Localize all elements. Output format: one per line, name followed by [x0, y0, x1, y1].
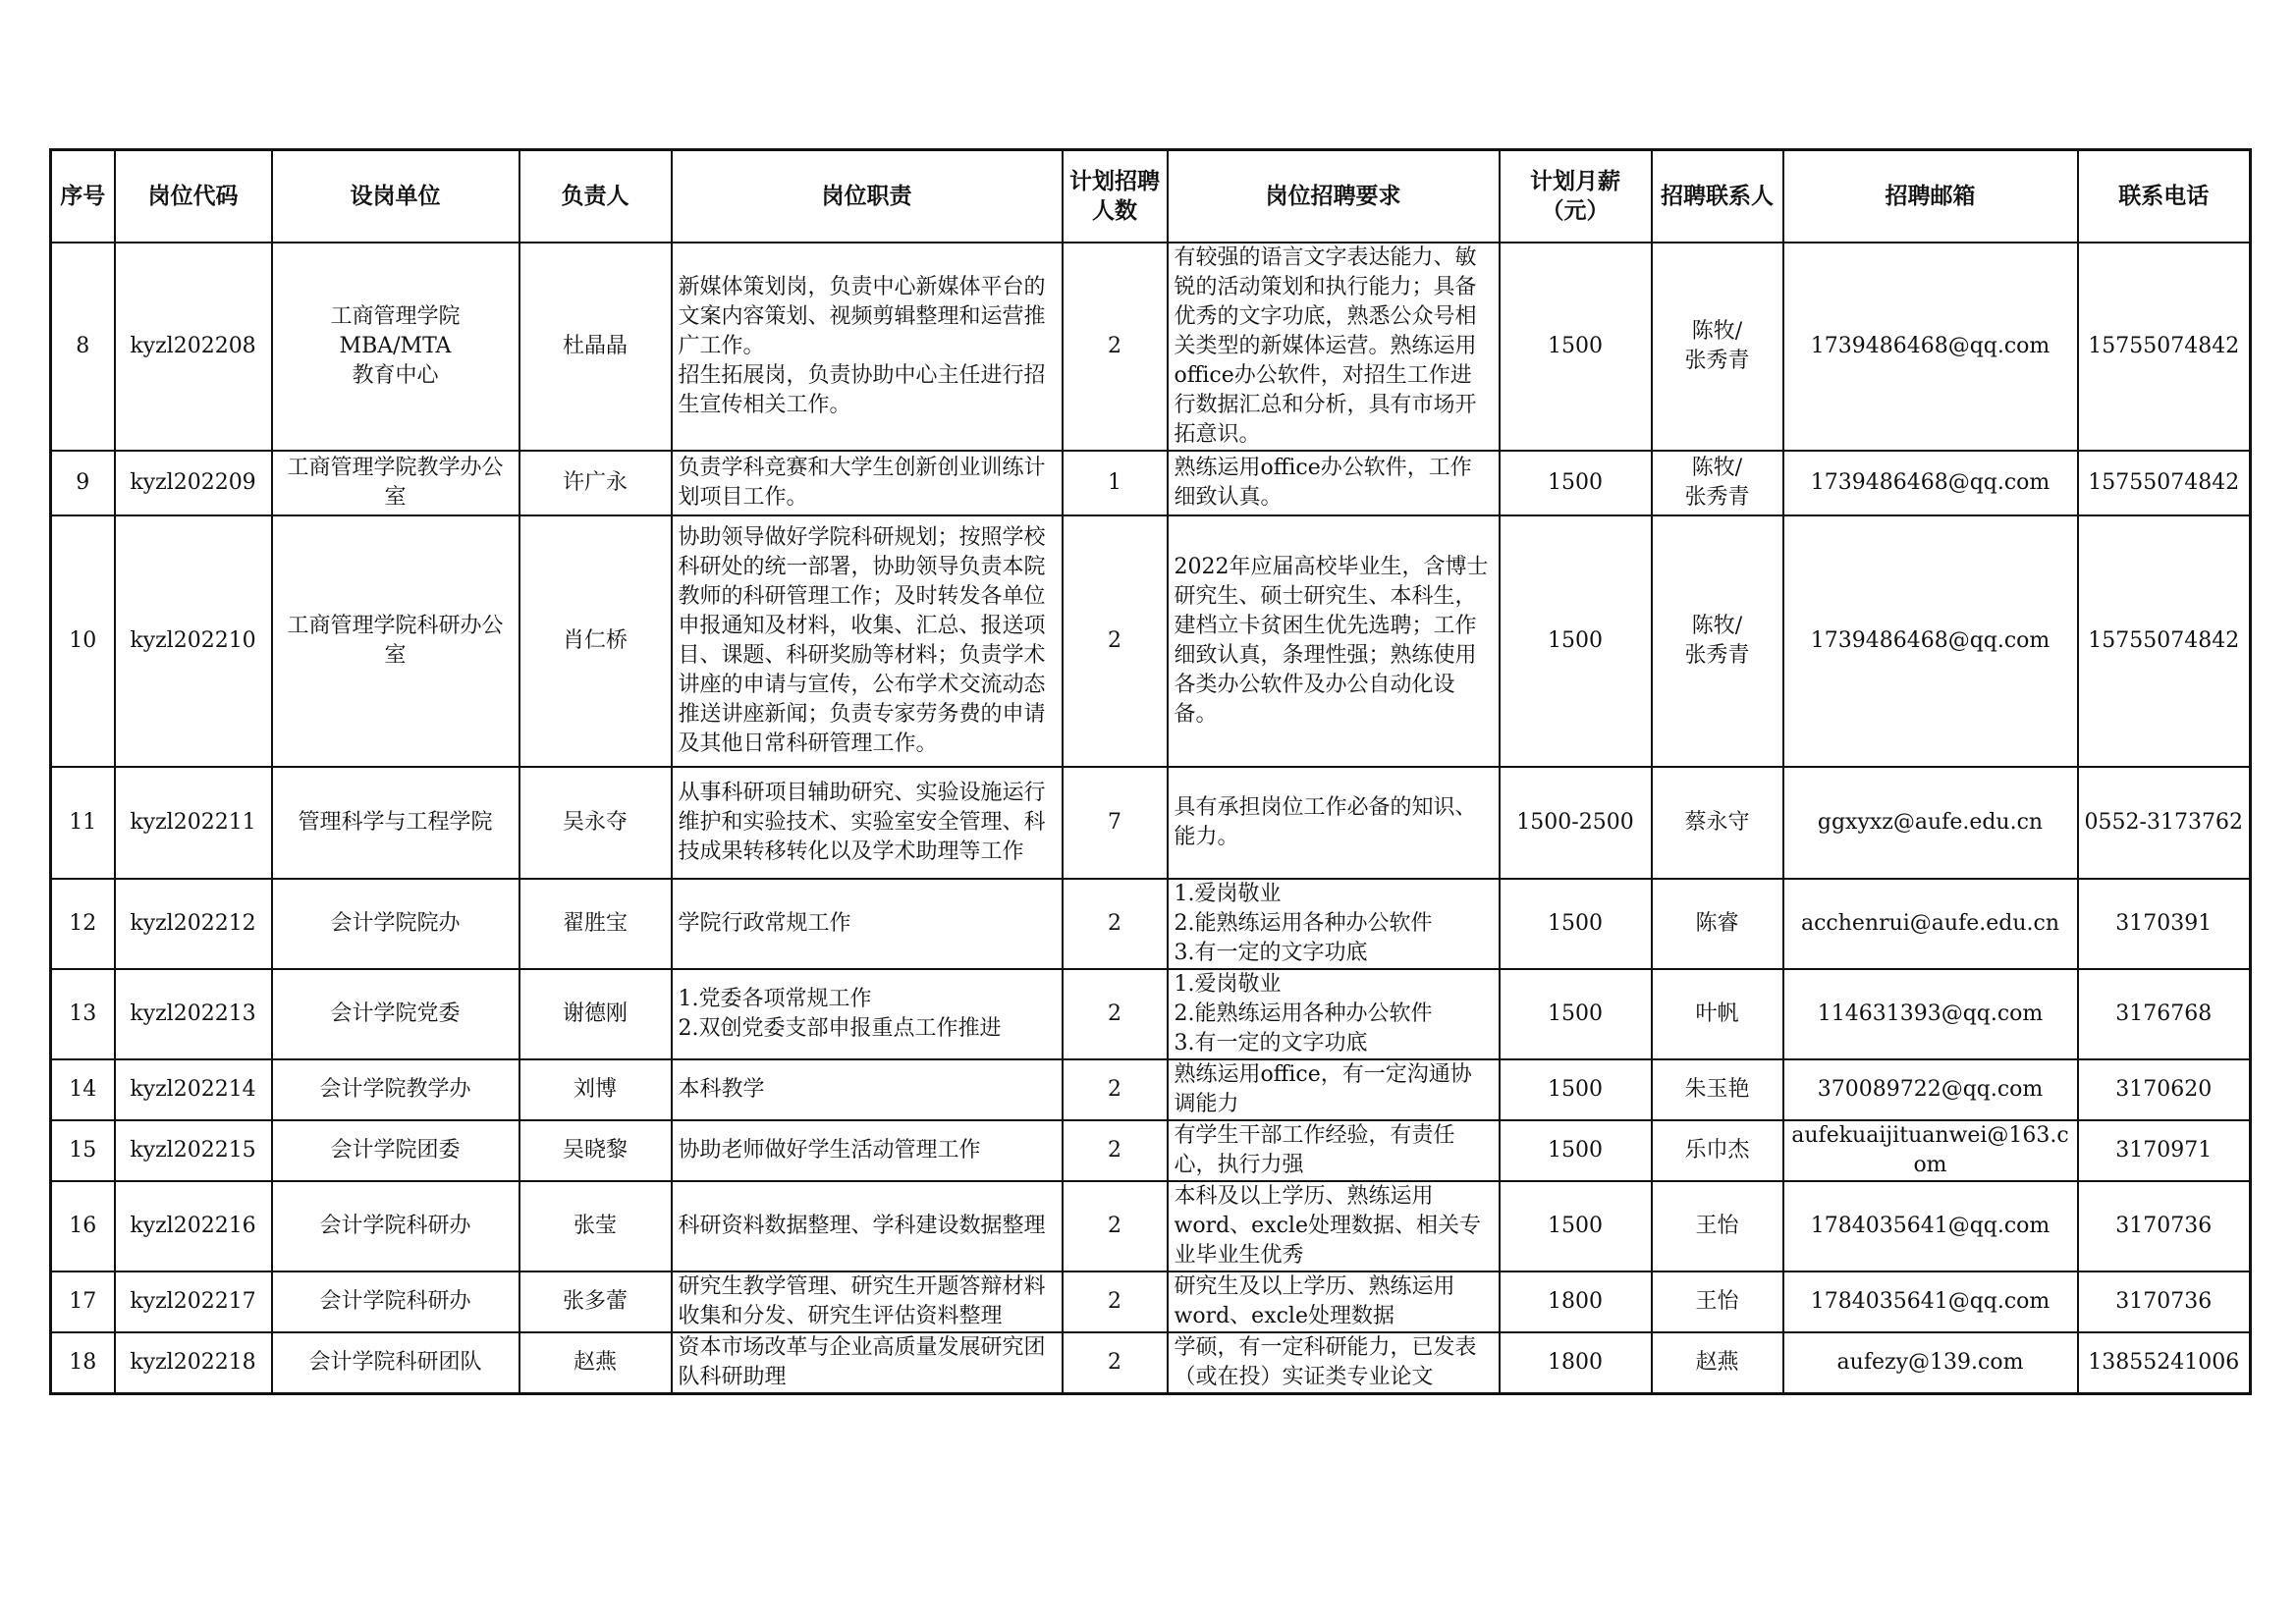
- cell-leader: 张莹: [519, 1181, 672, 1271]
- header-leader: 负责人: [519, 150, 672, 243]
- table-row: [51, 1059, 2251, 1120]
- cell-no: 8: [51, 243, 115, 451]
- cell-contact: 王怡: [1652, 1271, 1783, 1332]
- cell-leader: 吴晓黎: [519, 1120, 672, 1181]
- cell-no: 12: [51, 879, 115, 969]
- cell-code: kyzl202216: [115, 1181, 272, 1271]
- cell-leader: 翟胜宝: [519, 879, 672, 969]
- cell-unit: 会计学院科研办: [272, 1181, 519, 1271]
- header-email: 招聘邮箱: [1783, 150, 2078, 243]
- cell-salary: 1500-2500: [1500, 767, 1652, 879]
- cell-contact: 乐巾杰: [1652, 1120, 1783, 1181]
- cell-contact: 王怡: [1652, 1181, 1783, 1271]
- cell-count: 2: [1063, 515, 1168, 767]
- cell-requirement: 具有承担岗位工作必备的知识、能力。: [1168, 767, 1500, 879]
- cell-phone: 3170736: [2078, 1271, 2251, 1332]
- cell-unit: 会计学院教学办: [272, 1059, 519, 1120]
- cell-email: 1739486468@qq.com: [1783, 243, 2078, 451]
- header-duty: 岗位职责: [672, 150, 1063, 243]
- cell-email: 1784035641@qq.com: [1783, 1271, 2078, 1332]
- cell-phone: 15755074842: [2078, 451, 2251, 515]
- table-body: [51, 243, 2251, 1394]
- cell-count: 2: [1063, 879, 1168, 969]
- cell-code: kyzl202218: [115, 1332, 272, 1394]
- cell-salary: 1500: [1500, 1120, 1652, 1181]
- cell-unit: 会计学院科研团队: [272, 1332, 519, 1394]
- table-row: [51, 969, 2251, 1059]
- header-phone: 联系电话: [2078, 150, 2251, 243]
- cell-contact: 陈牧/ 张秀青: [1652, 515, 1783, 767]
- table-row: [51, 1271, 2251, 1332]
- cell-unit: 工商管理学院科研办公室: [272, 515, 519, 767]
- cell-duty: 资本市场改革与企业高质量发展研究团队科研助理: [672, 1332, 1063, 1394]
- cell-contact: 蔡永守: [1652, 767, 1783, 879]
- cell-no: 10: [51, 515, 115, 767]
- table-row: [51, 767, 2251, 879]
- table-row: [51, 1120, 2251, 1181]
- cell-unit: 会计学院科研办: [272, 1271, 519, 1332]
- cell-salary: 1800: [1500, 1271, 1652, 1332]
- cell-requirement: 研究生及以上学历、熟练运用word、excle处理数据: [1168, 1271, 1500, 1332]
- cell-duty: 学院行政常规工作: [672, 879, 1063, 969]
- cell-count: 7: [1063, 767, 1168, 879]
- cell-duty: 负责学科竞赛和大学生创新创业训练计划项目工作。: [672, 451, 1063, 515]
- cell-requirement: 1.爱岗敬业 2.能熟练运用各种办公软件 3.有一定的文字功底: [1168, 969, 1500, 1059]
- cell-unit: 工商管理学院教学办公室: [272, 451, 519, 515]
- cell-leader: 谢德刚: [519, 969, 672, 1059]
- recruitment-table: [49, 148, 2252, 1395]
- cell-phone: 3170971: [2078, 1120, 2251, 1181]
- cell-code: kyzl202217: [115, 1271, 272, 1332]
- cell-no: 14: [51, 1059, 115, 1120]
- cell-contact: 陈睿: [1652, 879, 1783, 969]
- cell-duty: 新媒体策划岗，负责中心新媒体平台的文案内容策划、视频剪辑整理和运营推广工作。 招生拓展岗，负责协助中心主任进行招生宣传相关工作。: [672, 243, 1063, 451]
- cell-contact: 叶帆: [1652, 969, 1783, 1059]
- header-unit: 设岗单位: [272, 150, 519, 243]
- cell-no: 9: [51, 451, 115, 515]
- cell-requirement: 有较强的语言文字表达能力、敏锐的活动策划和执行能力；具备优秀的文字功底，熟悉公众号相关类型的新媒体运营。熟练运用office办公软件，对招生工作进行数据汇总和分析，具有市场开拓意识。: [1168, 243, 1500, 451]
- cell-no: 15: [51, 1120, 115, 1181]
- cell-count: 2: [1063, 243, 1168, 451]
- cell-no: 18: [51, 1332, 115, 1394]
- cell-email: ggxyxz@aufe.edu.cn: [1783, 767, 2078, 879]
- cell-code: kyzl202215: [115, 1120, 272, 1181]
- cell-leader: 赵燕: [519, 1332, 672, 1394]
- table-row: [51, 243, 2251, 451]
- cell-salary: 1500: [1500, 879, 1652, 969]
- cell-code: kyzl202212: [115, 879, 272, 969]
- cell-no: 11: [51, 767, 115, 879]
- cell-requirement: 1.爱岗敬业 2.能熟练运用各种办公软件 3.有一定的文字功底: [1168, 879, 1500, 969]
- header-contact: 招聘联系人: [1652, 150, 1783, 243]
- cell-count: 2: [1063, 1120, 1168, 1181]
- header-requirement: 岗位招聘要求: [1168, 150, 1500, 243]
- cell-unit: 会计学院团委: [272, 1120, 519, 1181]
- cell-leader: 肖仁桥: [519, 515, 672, 767]
- table-row: [51, 879, 2251, 969]
- cell-code: kyzl202208: [115, 243, 272, 451]
- cell-leader: 杜晶晶: [519, 243, 672, 451]
- cell-salary: 1500: [1500, 451, 1652, 515]
- cell-phone: 3170391: [2078, 879, 2251, 969]
- table-row: [51, 1332, 2251, 1394]
- header-code: 岗位代码: [115, 150, 272, 243]
- cell-phone: 0552-3173762: [2078, 767, 2251, 879]
- cell-code: kyzl202210: [115, 515, 272, 767]
- cell-email: 1739486468@qq.com: [1783, 451, 2078, 515]
- cell-code: kyzl202211: [115, 767, 272, 879]
- cell-duty: 本科教学: [672, 1059, 1063, 1120]
- cell-salary: 1500: [1500, 969, 1652, 1059]
- cell-count: 2: [1063, 969, 1168, 1059]
- header-no: 序号: [51, 150, 115, 243]
- cell-email: 1784035641@qq.com: [1783, 1181, 2078, 1271]
- cell-requirement: 本科及以上学历、熟练运用word、excle处理数据、相关专业毕业生优秀: [1168, 1181, 1500, 1271]
- cell-phone: 15755074842: [2078, 243, 2251, 451]
- cell-email: 1739486468@qq.com: [1783, 515, 2078, 767]
- cell-requirement: 学硕，有一定科研能力，已发表（或在投）实证类专业论文: [1168, 1332, 1500, 1394]
- cell-salary: 1800: [1500, 1332, 1652, 1394]
- cell-duty: 协助领导做好学院科研规划；按照学校科研处的统一部署，协助领导负责本院教师的科研管理工作；及时转发各单位申报通知及材料，收集、汇总、报送项目、课题、科研奖励等材料；负责学术讲座的申请与宣传，公布学术交流动态推送讲座新闻；负责专家劳务费的申请及其他日常科研管理工作。: [672, 515, 1063, 767]
- cell-duty: 科研资料数据整理、学科建设数据整理: [672, 1181, 1063, 1271]
- cell-leader: 吴永夺: [519, 767, 672, 879]
- cell-email: acchenrui@aufe.edu.cn: [1783, 879, 2078, 969]
- cell-leader: 张多蕾: [519, 1271, 672, 1332]
- cell-requirement: 2022年应届高校毕业生，含博士研究生、硕士研究生、本科生，建档立卡贫困生优先选聘；工作细致认真，条理性强；熟练使用各类办公软件及办公自动化设备。: [1168, 515, 1500, 767]
- cell-unit: 会计学院党委: [272, 969, 519, 1059]
- cell-contact: 陈牧/ 张秀青: [1652, 243, 1783, 451]
- table-row: [51, 515, 2251, 767]
- cell-unit: 工商管理学院MBA/MTA 教育中心: [272, 243, 519, 451]
- cell-contact: 朱玉艳: [1652, 1059, 1783, 1120]
- cell-phone: 13855241006: [2078, 1332, 2251, 1394]
- cell-salary: 1500: [1500, 243, 1652, 451]
- cell-requirement: 熟练运用office，有一定沟通协调能力: [1168, 1059, 1500, 1120]
- cell-count: 1: [1063, 451, 1168, 515]
- cell-duty: 1.党委各项常规工作 2.双创党委支部申报重点工作推进: [672, 969, 1063, 1059]
- cell-no: 17: [51, 1271, 115, 1332]
- cell-phone: 3170620: [2078, 1059, 2251, 1120]
- cell-phone: 3170736: [2078, 1181, 2251, 1271]
- cell-code: kyzl202214: [115, 1059, 272, 1120]
- cell-requirement: 有学生干部工作经验，有责任心，执行力强: [1168, 1120, 1500, 1181]
- cell-email: aufezy@139.com: [1783, 1332, 2078, 1394]
- header-row: [51, 150, 2251, 243]
- cell-requirement: 熟练运用office办公软件，工作细致认真。: [1168, 451, 1500, 515]
- header-salary: 计划月薪 （元）: [1500, 150, 1652, 243]
- cell-code: kyzl202213: [115, 969, 272, 1059]
- cell-count: 2: [1063, 1332, 1168, 1394]
- cell-duty: 协助老师做好学生活动管理工作: [672, 1120, 1063, 1181]
- cell-count: 2: [1063, 1181, 1168, 1271]
- cell-phone: 15755074842: [2078, 515, 2251, 767]
- cell-leader: 许广永: [519, 451, 672, 515]
- cell-code: kyzl202209: [115, 451, 272, 515]
- cell-email: aufekuaijituanwei@163.com: [1783, 1120, 2078, 1181]
- cell-duty: 从事科研项目辅助研究、实验设施运行维护和实验技术、实验室安全管理、科技成果转移转化以及学术助理等工作: [672, 767, 1063, 879]
- cell-contact: 赵燕: [1652, 1332, 1783, 1394]
- cell-count: 2: [1063, 1059, 1168, 1120]
- cell-phone: 3176768: [2078, 969, 2251, 1059]
- cell-no: 16: [51, 1181, 115, 1271]
- cell-no: 13: [51, 969, 115, 1059]
- cell-leader: 刘博: [519, 1059, 672, 1120]
- cell-salary: 1500: [1500, 515, 1652, 767]
- cell-contact: 陈牧/ 张秀青: [1652, 451, 1783, 515]
- cell-salary: 1500: [1500, 1181, 1652, 1271]
- table-row: [51, 1181, 2251, 1271]
- table-row: [51, 451, 2251, 515]
- cell-unit: 管理科学与工程学院: [272, 767, 519, 879]
- cell-unit: 会计学院院办: [272, 879, 519, 969]
- cell-salary: 1500: [1500, 1059, 1652, 1120]
- cell-email: 114631393@qq.com: [1783, 969, 2078, 1059]
- cell-email: 370089722@qq.com: [1783, 1059, 2078, 1120]
- cell-count: 2: [1063, 1271, 1168, 1332]
- cell-duty: 研究生教学管理、研究生开题答辩材料收集和分发、研究生评估资料整理: [672, 1271, 1063, 1332]
- header-count: 计划招聘 人数: [1063, 150, 1168, 243]
